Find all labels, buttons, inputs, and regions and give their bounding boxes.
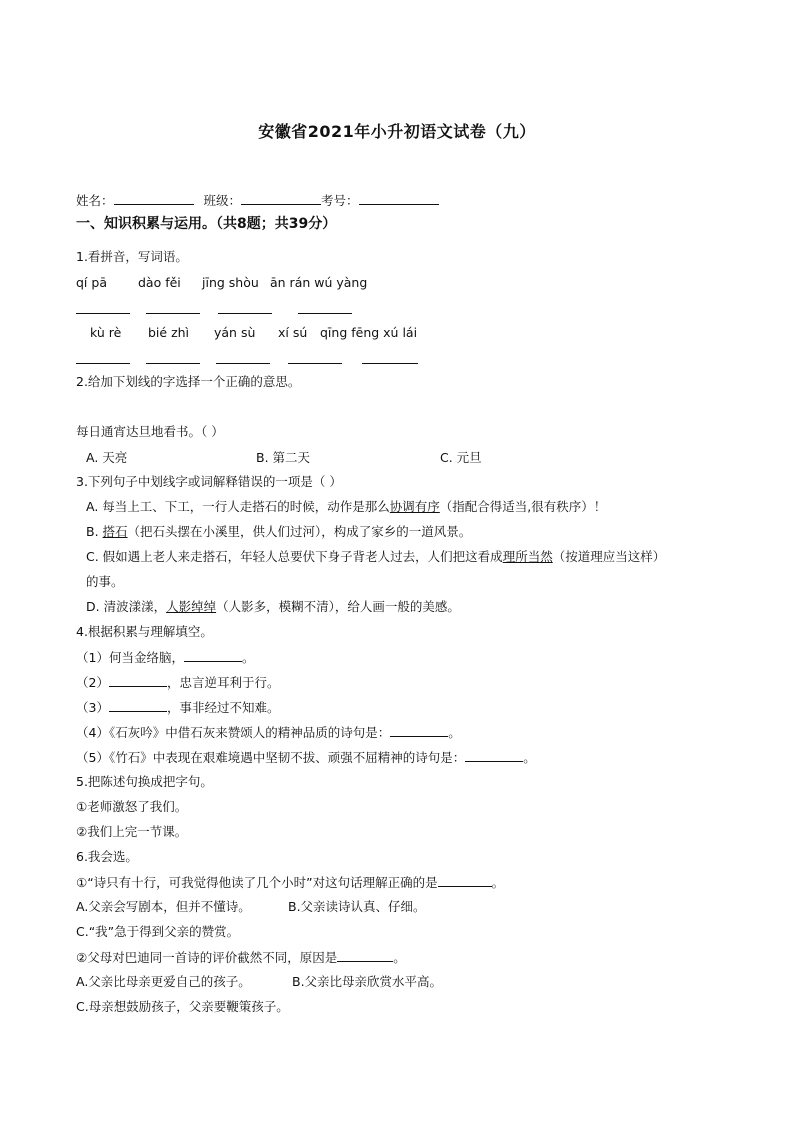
q4-4-text: （4）《石灰吟》中借石灰来赞颂人的精神品质的诗句是： [76, 725, 391, 740]
q3-option-d[interactable] [86, 599, 460, 615]
class-blank[interactable] [241, 192, 321, 205]
q4-2-end: ，忠言逆耳利于行。 [166, 675, 280, 690]
q6-1-text: ①“诗只有十行，可我觉得他读了几个小时”对这句话理解正确的是 [76, 875, 438, 890]
pinyin-5: kù rè [90, 325, 122, 340]
fill-blank[interactable] [109, 699, 167, 712]
exam-no-blank[interactable] [359, 192, 439, 205]
q3-b-text: B. [86, 524, 103, 539]
fill-blank[interactable] [438, 874, 492, 887]
pinyin-4: ān rán wú yàng [270, 275, 368, 290]
q6-2-option-c[interactable]: C.母亲想鼓励孩子，父亲要鞭策孩子。 [76, 999, 289, 1014]
q6-2-option-b[interactable]: B.父亲比母亲欣赏水平高。 [292, 974, 443, 989]
q3-a-gloss: （指配合得适当,很有秩序）！ [439, 499, 607, 514]
answer-line[interactable] [146, 363, 200, 364]
q5-sentence-1: ①老师激怒了我们。 [76, 799, 188, 814]
q3-option-c-cont: 的事。 [86, 574, 124, 589]
q6-1-option-b[interactable]: B.父亲读诗认真、仔细。 [288, 899, 426, 914]
student-info-line [76, 192, 439, 209]
pinyin-3: jīng shòu [202, 275, 259, 290]
pinyin-6: bié zhì [148, 325, 190, 340]
answer-line[interactable] [362, 363, 418, 364]
fill-blank[interactable] [337, 949, 393, 962]
q3-option-c[interactable] [86, 549, 665, 565]
q4-item-3 [76, 699, 279, 716]
fill-blank[interactable] [184, 649, 242, 662]
name-label: 姓名： [76, 193, 114, 208]
pinyin-1: qí pā [76, 275, 107, 290]
pinyin-9: qīng fēng xú lái [320, 325, 418, 340]
q6-prompt: 6.我会选。 [76, 849, 138, 864]
q3-a-underlined: 协调有序 [389, 499, 440, 514]
answer-line[interactable] [76, 363, 130, 364]
q3-option-b[interactable] [86, 524, 471, 540]
q3-c-text: C. 假如遇上老人来走搭石，年轻人总要伏下身子背老人过去，人们把这看成 [86, 549, 503, 564]
q6-question-2 [76, 949, 406, 966]
q4-5-end: 。 [523, 750, 536, 765]
q4-item-2 [76, 674, 279, 691]
q5-prompt: 5.把陈述句换成把字句。 [76, 774, 213, 789]
q2-sentence: 每日通宵达旦地看书。（ ） [76, 424, 224, 439]
q6-2-end: 。 [393, 950, 406, 965]
q6-2-option-a[interactable]: A.父亲比母亲更爱自己的孩子。 [76, 974, 251, 989]
q6-question-1 [76, 874, 504, 891]
q5-sentence-2: ②我们上完一节课。 [76, 824, 188, 839]
page-title: 安徽省2021年小升初语文试卷（九） [258, 122, 536, 141]
fill-blank[interactable] [465, 749, 523, 762]
exam-no-label: 考号： [321, 193, 359, 208]
q3-option-a[interactable] [86, 499, 606, 515]
answer-line[interactable] [146, 313, 200, 314]
pinyin-8: xí sú [278, 325, 308, 340]
q4-2-text: （2） [76, 675, 109, 690]
q4-item-5 [76, 749, 536, 766]
q6-1-end: 。 [491, 875, 505, 890]
pinyin-2: dào fěi [138, 275, 181, 290]
name-blank[interactable] [114, 192, 194, 205]
q4-item-1 [76, 649, 254, 666]
section-heading: 一、知识积累与运用。（共8题；共39分） [76, 216, 337, 232]
q4-3-text: （3） [76, 700, 109, 715]
q3-d-gloss: （人影多，模糊不清），给人画一般的美感。 [216, 599, 460, 614]
q4-5-text: （5）《竹石》中表现在艰难境遇中坚韧不拔、顽强不屈精神的诗句是： [76, 750, 466, 765]
q6-1-option-c[interactable]: C.“我”急于得到父亲的赞赏。 [76, 924, 240, 939]
q3-c-gloss: （按道理应当这样） [552, 549, 666, 564]
q2-option-b[interactable]: B. 第二天 [256, 450, 311, 465]
answer-line[interactable] [216, 363, 270, 364]
answer-line[interactable] [288, 363, 342, 364]
q6-1-option-a[interactable]: A.父亲会写剧本，但并不懂诗。 [76, 899, 251, 914]
q3-b-underlined: 搭石 [102, 524, 128, 539]
q4-prompt: 4.根据积累与理解填空。 [76, 624, 213, 639]
fill-blank[interactable] [390, 724, 448, 737]
q2-option-a[interactable]: A. 天亮 [86, 450, 128, 465]
q2-option-c[interactable]: C. 元旦 [440, 450, 482, 465]
answer-line[interactable] [298, 313, 352, 314]
q6-2-text: ②父母对巴迪同一首诗的评价截然不同，原因是 [76, 950, 338, 965]
answer-line[interactable] [218, 313, 272, 314]
pinyin-7: yán sù [214, 325, 256, 340]
answer-line[interactable] [76, 313, 130, 314]
q3-d-underlined: 人影绰绰 [166, 599, 217, 614]
q4-3-end: ，事非经过不知难。 [166, 700, 280, 715]
q2-prompt: 2.给加下划线的字选择一个正确的意思。 [76, 374, 301, 389]
q1-prompt: 1.看拼音，写词语。 [76, 249, 188, 264]
q4-1-text: （1）何当金络脑， [76, 650, 184, 665]
q3-b-gloss: （把石头摆在小溪里，供人们过河），构成了家乡的一道风景。 [127, 524, 472, 539]
q3-a-text: A. 每当上工、下工，一行人走搭石的时候，动作是那么 [86, 499, 390, 514]
q4-item-4 [76, 724, 461, 741]
q3-prompt: 3.下列句子中划线字或词解释错误的一项是（ ） [76, 474, 342, 489]
class-label: 班级： [203, 193, 242, 208]
q3-d-text: D. 清波漾漾， [86, 599, 167, 614]
q4-4-end: 。 [448, 725, 461, 740]
q4-1-end: 。 [241, 650, 255, 665]
fill-blank[interactable] [109, 674, 167, 687]
q3-c-underlined: 理所当然 [502, 549, 553, 564]
